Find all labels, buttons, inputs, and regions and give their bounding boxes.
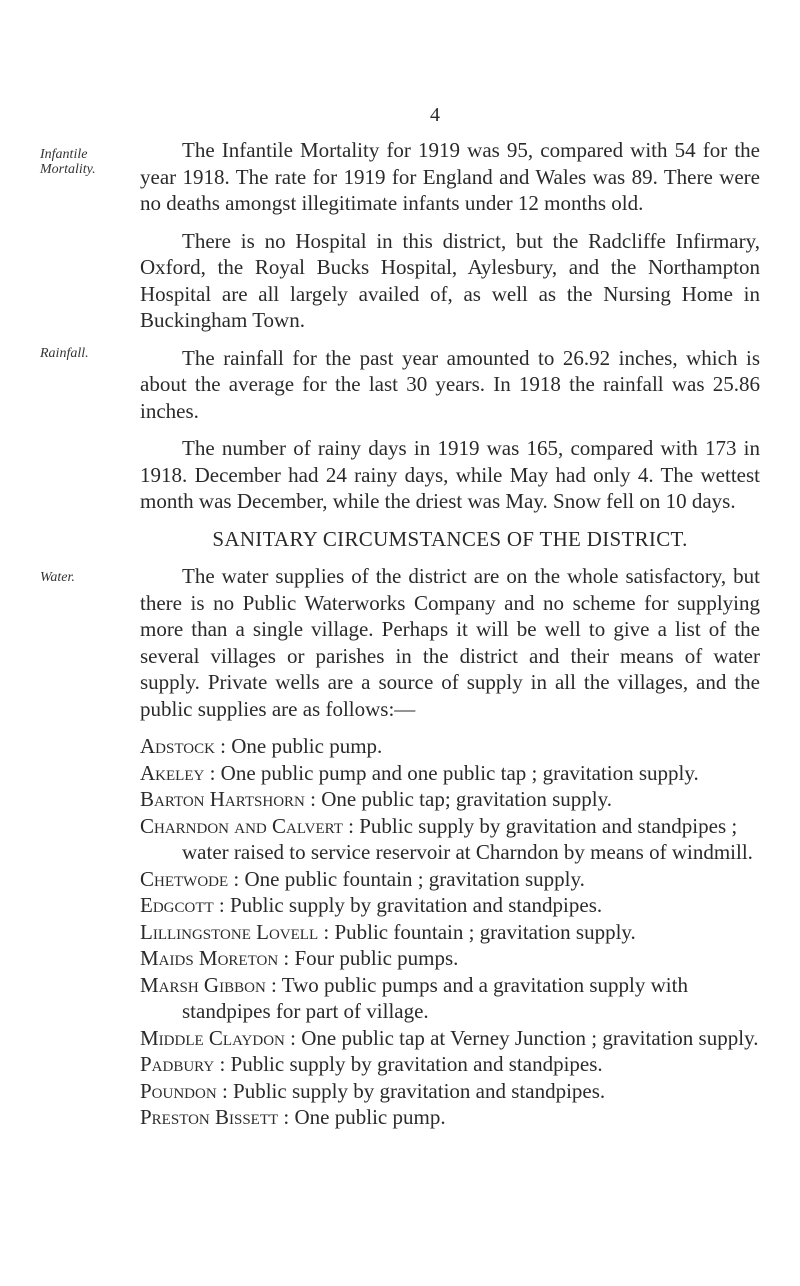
paragraph-rainy-days: The number of rainy days in 1919 was 165, compared with 173 in 1918. December had 24 rainy days, while May had only 4. The wettest month was December, while the driest was May. Snow fell on 10 days. bbox=[140, 436, 760, 513]
village-entry bbox=[140, 760, 760, 787]
village-supply: : One public tap at Verney Junction ; gravitation supply. bbox=[290, 1025, 759, 1050]
village-entry bbox=[140, 919, 760, 946]
paragraph-water: The water supplies of the district are on the whole satisfactory, but there is no Public Waterworks Company and no scheme for supplying more than a single village. Perhaps it will be well to give a list of the several villages or parishes in the district and their means of water supply. Private wells are a source of supply in all the villages, and the public supplies are as follows:— bbox=[140, 564, 760, 721]
village-name: Charndon and Calvert bbox=[140, 813, 343, 838]
village-supply: : One public pump. bbox=[283, 1105, 446, 1129]
village-name: Lillingstone Lovell bbox=[140, 919, 319, 944]
village-entry bbox=[140, 1025, 760, 1052]
village-entry bbox=[140, 1104, 760, 1131]
margin-note-infantile-mortality: Infantile Mortality. bbox=[40, 147, 96, 177]
village-name: Akeley bbox=[140, 760, 205, 785]
village-entry bbox=[140, 945, 760, 972]
village-name: Maids Moreton bbox=[140, 946, 279, 970]
paragraph-hospitals: There is no Hospital in this district, but the Radcliffe Infirmary, Oxford, the Royal Bucks Hospital, Aylesbury, and the Northampton Hospital are all largely availed of, as well as the Nursing Home in Buckingham Town. bbox=[140, 228, 760, 332]
village-supply: : Two public pumps and a gravitation supply with standpipes for part of village. bbox=[182, 972, 688, 1023]
village-entry bbox=[140, 972, 760, 1025]
paragraph-rainfall: The rainfall for the past year amounted to 26.92 inches, which is about the average for the last 30 years. In 1918 the rainfall was 25.86 inches. bbox=[140, 345, 760, 423]
village-supply: : Public supply by gravitation and standpipes. bbox=[219, 1052, 603, 1076]
paragraph-infantile-mortality: The Infantile Mortality for 1919 was 95, compared with 54 for the year 1918. The rate for 1919 for England and Wales was 89. There were no deaths amongst illegitimate infants under 12 months old. bbox=[140, 138, 760, 215]
village-supply: : Public fountain ; gravitation supply. bbox=[323, 919, 636, 944]
village-name: Poundon bbox=[140, 1078, 217, 1103]
village-supply: : One public tap; gravitation supply. bbox=[310, 787, 613, 811]
village-supply: : One public pump and one public tap ; gravitation supply. bbox=[209, 760, 699, 785]
section-heading: SANITARY CIRCUMSTANCES OF THE DISTRICT. bbox=[212, 526, 688, 551]
document-body bbox=[140, 137, 760, 1131]
village-supply: : Four public pumps. bbox=[283, 946, 459, 970]
village-name: Edgcott bbox=[140, 893, 214, 917]
village-name: Marsh Gibbon bbox=[140, 972, 266, 997]
village-name: Preston Bissett bbox=[140, 1105, 279, 1129]
village-supply: : Public supply by gravitation and standpipes. bbox=[221, 1078, 606, 1103]
village-name: Adstock bbox=[140, 734, 215, 758]
village-supply: : Public supply by gravitation and standpipes. bbox=[218, 893, 603, 917]
village-entry bbox=[140, 892, 760, 919]
page-number: 4 bbox=[430, 104, 440, 126]
village-entry bbox=[140, 733, 760, 760]
margin-note-rainfall: Rainfall. bbox=[40, 346, 89, 361]
village-name: Padbury bbox=[140, 1052, 215, 1076]
village-supply: : One public pump. bbox=[220, 734, 383, 758]
village-name: Middle Claydon bbox=[140, 1025, 285, 1050]
village-entry bbox=[140, 813, 760, 866]
village-name: Chetwode bbox=[140, 866, 229, 891]
village-supply: : One public fountain ; gravitation supply. bbox=[233, 866, 585, 891]
village-supply: : Public supply by gravitation and standpipes ; water raised to service reservoir at Charndon by means of windmill. bbox=[182, 813, 753, 864]
village-water-supply-list bbox=[140, 733, 760, 1131]
village-entry bbox=[140, 1051, 760, 1078]
margin-note-water: Water. bbox=[40, 570, 75, 585]
village-entry bbox=[140, 866, 760, 893]
village-name: Barton Hartshorn bbox=[140, 787, 305, 811]
village-entry bbox=[140, 1078, 760, 1105]
village-entry bbox=[140, 786, 760, 813]
